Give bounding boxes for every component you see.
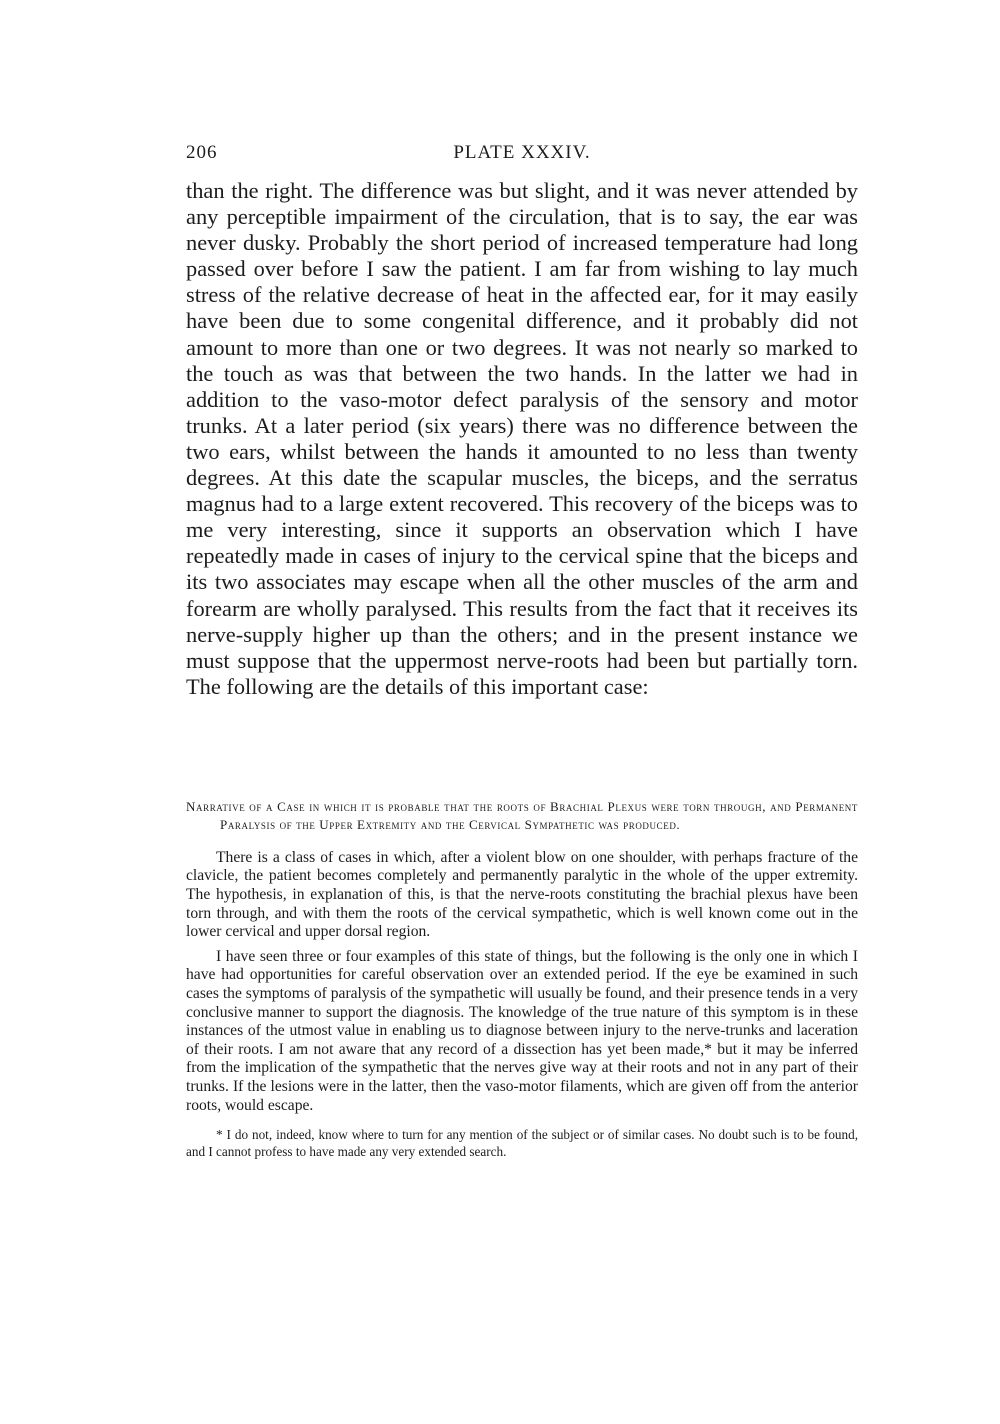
narrative-heading: Narrative of a Case in which it is probable that the roots of Brachial Plexus were torn through, and Permanent Paralysis of the Upper Extremity and the Cervical Sympathetic was produced.	[186, 798, 858, 833]
page-number: 206	[186, 142, 218, 163]
narrative-paragraph-2: I have seen three or four examples of this state of things, but the following is the only one in which I have had opportunities for careful observation over an extended period. If the eye be examined in such cases the symptoms of paralysis of the sympathetic will usually be found, and their presence tends in a very conclusive manner to support the diagnosis. The knowledge of the true nature of this symptom is in these instances of the utmost value in enabling us to diagnose between injury to the nerve-trunks and laceration of their roots. I am not aware that any record of a dissection has yet been made,* but it may be inferred from the implication of the sympathetic that the nerves give way at their roots and not in any part of their trunks. If the lesions were in the latter, then the vaso-motor filaments, which are given off from the anterior roots, would escape.	[186, 947, 858, 1114]
running-head	[186, 142, 858, 170]
narrative-paragraph-1: There is a class of cases in which, after a violent blow on one shoulder, with perhaps fracture of the clavicle, the patient becomes completely and permanently paralytic in the whole of the upper extremity. The hypothesis, in explanation of this, is that the nerve-roots constituting the brachial plexus have been torn through, and with them the roots of the cervical sympathetic, which is well known come out in the lower cervical and upper dorsal region.	[186, 848, 858, 941]
book-page	[186, 142, 858, 1160]
footnote: * I do not, indeed, know where to turn for any mention of the subject or of similar cases. No doubt such is to be found, and I cannot profess to have made any very extended search.	[186, 1127, 858, 1159]
body-paragraph: than the right. The difference was but slight, and it was never attended by any perceptible impairment of the circulation, that is to say, the ear was never dusky. Probably the short period of increased temperature had long passed over before I saw the patient. I am far from wishing to lay much stress of the relative decrease of heat in the affected ear, for it may easily have been due to some congenital difference, and it probably did not amount to more than one or two degrees. It was not nearly so marked to the touch as was that between the two hands. In the latter we had in addition to the vaso-motor defect paralysis of the sensory and motor trunks. At a later period (six years) there was no difference between the two ears, whilst between the hands it amounted to no less than twenty degrees. At this date the scapular muscles, the biceps, and the serratus magnus had to a large extent recovered. This recovery of the biceps was to me very interesting, since it supports an observation which I have repeatedly made in cases of injury to the cervical spine that the biceps and its two associates may escape when all the other muscles of the arm and forearm are wholly paralysed. This results from the fact that it receives its nerve-supply higher up than the others; and in the present instance we must suppose that the uppermost nerve-roots had been but partially torn. The following are the details of this important case:	[186, 178, 858, 699]
plate-title: PLATE XXXIV.	[453, 142, 591, 163]
